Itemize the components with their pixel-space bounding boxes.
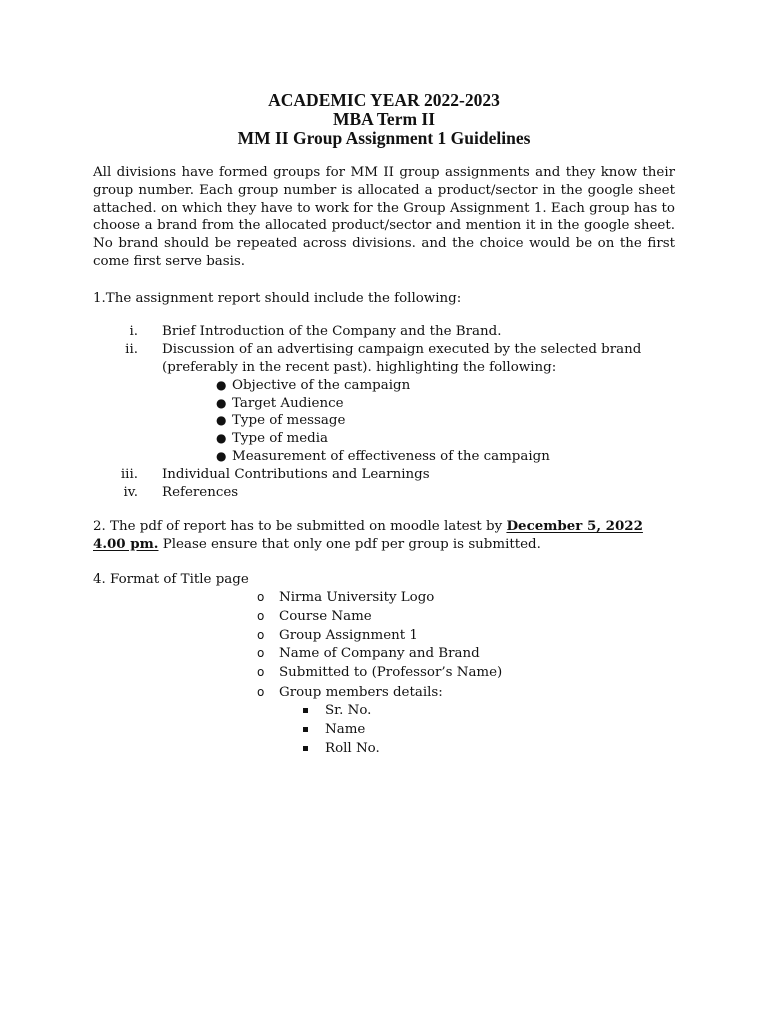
heading-program: MBA Term II [332, 109, 436, 129]
circle-bullet-icon: o [257, 590, 265, 604]
bullet-icon: ● [216, 431, 227, 445]
section2-line2 [93, 536, 541, 554]
list-number: iv. [123, 485, 138, 500]
title-page-item: Group Assignment 1 [279, 628, 418, 643]
deadline-date: December 5, 2022 [506, 518, 643, 534]
circle-bullet-icon: o [257, 628, 265, 642]
section2-line1 [93, 518, 643, 536]
deadline-time: 4.00 pm. [93, 536, 159, 552]
section2-prefix: 2. The pdf of report has to be submitted on moodle latest by [93, 519, 507, 534]
member-detail-item: Sr. No. [325, 703, 372, 718]
square-bullet-icon [303, 746, 308, 751]
section4-heading: 4. Format of Title page [93, 572, 249, 587]
title-page-item: Course Name [279, 609, 372, 624]
circle-bullet-icon: o [257, 685, 265, 699]
list-item: Individual Contributions and Learnings [162, 467, 430, 482]
bullet-item: Objective of the campaign [232, 378, 411, 393]
bullet-icon: ● [216, 378, 227, 392]
title-page-item: Group members details: [279, 685, 443, 700]
circle-bullet-icon: o [257, 609, 265, 623]
list-item: Discussion of an advertising campaign executed by the selected brand [162, 342, 642, 357]
square-bullet-icon [303, 708, 308, 713]
circle-bullet-icon: o [257, 646, 265, 660]
bullet-item: Type of media [232, 431, 328, 446]
list-item: Brief Introduction of the Company and the Brand. [162, 324, 502, 339]
list-item-continuation: (preferably in the recent past). highlighting the following: [162, 360, 557, 375]
bullet-icon: ● [216, 449, 227, 463]
bullet-item: Measurement of effectiveness of the campaign [232, 449, 550, 464]
title-page-item: Name of Company and Brand [279, 646, 480, 661]
square-bullet-icon [303, 727, 308, 732]
bullet-icon: ● [216, 413, 227, 427]
heading-academic-year: ACADEMIC YEAR 2022-2023 [268, 90, 500, 110]
member-detail-item: Roll No. [325, 741, 380, 756]
title-page-item: Nirma University Logo [279, 590, 435, 605]
heading-assignment-title: MM II Group Assignment 1 Guidelines [237, 128, 531, 148]
title-page-item: Submitted to (Professor’s Name) [279, 665, 503, 680]
list-number: i. [129, 324, 138, 339]
list-item: References [162, 485, 239, 500]
intro-paragraph: All divisions have formed groups for MM II group assignments and they know their group number. Each group number is allocated a product/sector in the google sheet attached. on which they have to work for the Group Assignment 1. Each group has to choose a brand from the allocated product/sector and mention it in the google sheet. No brand should be repeated across divisions. and the choice would be on the first come first serve basis. [93, 165, 675, 269]
list-number: iii. [120, 467, 138, 482]
section2-suffix: Please ensure that only one pdf per group is submitted. [158, 537, 541, 552]
section1-heading: 1.The assignment report should include the following: [93, 291, 462, 306]
bullet-icon: ● [216, 396, 227, 410]
bullet-item: Target Audience [232, 396, 344, 411]
member-detail-item: Name [325, 722, 366, 737]
bullet-item: Type of message [232, 413, 346, 428]
list-number: ii. [125, 342, 138, 357]
circle-bullet-icon: o [257, 665, 265, 679]
